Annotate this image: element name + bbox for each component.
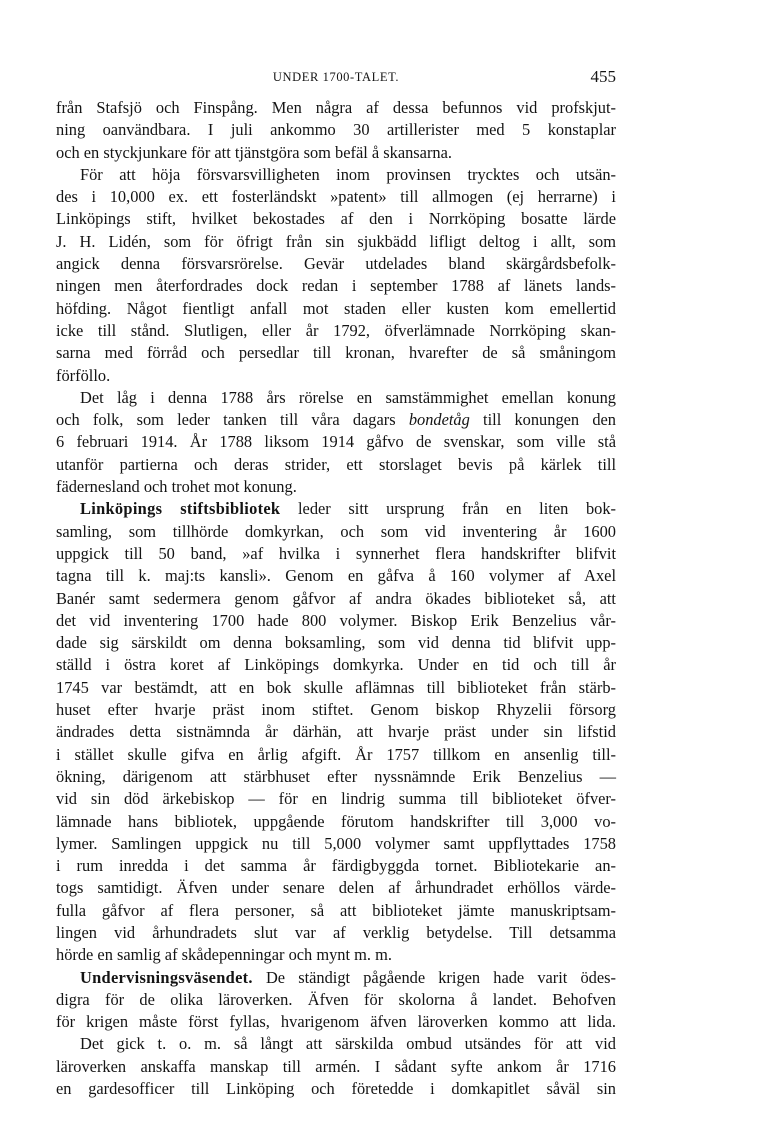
body-text: [56, 97, 616, 1100]
running-head: UNDER 1700-TALET.: [272, 70, 400, 84]
page-header: [56, 67, 616, 92]
text-line: från Stafsjö och Finspång. Men några af dessa befunnos vid profskjut-: [56, 98, 616, 117]
text-fragment: leder sitt ursprung från en liten bok-: [280, 499, 616, 519]
text-line: ändrades detta sistnämnda år därhän, att hvarje präst under sin lifstid: [56, 722, 616, 742]
section-heading: Linköpings stiftsbibliotek: [80, 499, 281, 519]
text-line: läroverken anskaffa manskap till armén. I sådant syfte ankom år 1716: [56, 1056, 616, 1076]
text-line: i stället skulle gifva en årlig afgift. År 1757 tillkom en ansenlig till-: [56, 744, 616, 764]
text-line: höfding. Något fientligt anfall mot staden eller kusten kom emellertid: [56, 298, 616, 318]
paragraph-stiftsbibliotek: [56, 498, 616, 966]
text-line: [56, 409, 616, 431]
text-line: Banér samt sedermera genom gåfvor af andra ökades biblioteket så, att: [56, 588, 616, 608]
text-line: J. H. Lidén, som för öfrigt från sin sjukbädd lifligt deltog i allt, som: [56, 231, 616, 251]
text-line: ställd i östra koret af Linköpings domkyrka. Under en tid och till år: [56, 655, 616, 675]
text-line: [56, 967, 616, 989]
text-line: lämnade hans bibliotek, uppgående förutom handskrifter till 3,000 vo-: [56, 811, 616, 831]
text-line: samling, som tillhörde domkyrkan, och som vid inventering år 1600: [56, 521, 616, 541]
text-line: Linköpings stift, hvilket bekostades af den i Norrköping bosatte lärde: [56, 209, 616, 229]
paragraph: [56, 164, 616, 387]
text-line: ning oanvändbara. I juli ankommo 30 artillerister med 5 konstaplar: [56, 120, 616, 140]
text-line: det vid inventering 1700 hade 800 volymer. Biskop Erik Benzelius vår-: [56, 610, 616, 630]
text-fragment: till konungen den: [469, 410, 616, 430]
text-line: togs samtidigt. Äfven under senare delen af århundradet erhöllos värde-: [56, 878, 616, 898]
text-line: en gardesofficer till Linköping och företedde i domkapitlet såväl sin: [56, 1079, 616, 1099]
text-line: ökning, därigenom att stärbhuset efter nyssnämnde Erik Benzelius —: [56, 766, 616, 786]
text-line: [56, 498, 616, 520]
text-line: vid sin död ärkebiskop — för en lindrig summa till biblioteket öfver-: [56, 789, 616, 809]
text-line: ningen men återfordrades dock redan i september 1788 af länets lands-: [56, 276, 616, 296]
text-line: utanför partierna och deras strider, ett storslaget bevis på kärlek till: [56, 454, 616, 474]
text-line: digra för de olika läroverken. Äfven för skolorna å landet. Behofven: [56, 989, 616, 1009]
text-line: lingen vid århundradets slut var af verklig betydelse. Till detsamma: [56, 922, 616, 942]
text-line: för krigen måste först fyllas, hvarigenom äfven läroverken kommo att lida.: [56, 1012, 616, 1032]
text-line: des i 10,000 ex. ett fosterländskt »patent» till allmogen (ej herrarne) i: [56, 187, 616, 207]
text-line: För att höja försvarsvilligheten inom provinsen trycktes och utsän-: [80, 164, 616, 184]
text-line: i rum inredda i det samma år färdigbyggda tornet. Bibliotekarie an-: [56, 856, 616, 876]
text-line: sarna med förråd och persedlar till kronan, hvarefter de så småningom: [56, 343, 616, 363]
text-fragment: De ständigt pågående krigen hade varit ödes-: [252, 967, 616, 987]
section-heading: Undervisningsväsendet.: [80, 967, 253, 987]
italic-term: bondetåg: [408, 410, 470, 430]
text-line: 1745 var bestämdt, att en bok skulle aflämnas till biblioteket från stärb-: [56, 677, 616, 697]
text-line: uppgick till 50 band, »af hvilka i synnerhet flera handskrifter blifvit: [56, 543, 616, 563]
paragraph: [56, 97, 616, 164]
text-line: 6 februari 1914. År 1788 liksom 1914 gåfvo de svenskar, som ville stå: [56, 432, 616, 452]
text-line: fädernesland och trohet mot konung.: [56, 477, 297, 497]
text-line: Det låg i denna 1788 års rörelse en samstämmighet emellan konung: [80, 387, 616, 407]
text-line: dade sig särskildt om denna boksamling, som vid denna tid blifvit upp-: [56, 633, 616, 653]
paragraph: [56, 387, 616, 498]
page-number: 455: [590, 67, 616, 86]
text-line: lymer. Samlingen uppgick nu till 5,000 volymer samt uppflyttades 1758: [56, 833, 616, 853]
text-line: och en styckjunkare för att tjänstgöra som befäl å skansarna.: [56, 142, 452, 162]
paragraph-undervisningsvasendet: [56, 967, 616, 1034]
text-fragment: och folk, som leder tanken till våra dagars: [56, 410, 409, 430]
text-line: huset efter hvarje präst inom stiftet. Genom biskop Rhyzelii försorg: [56, 700, 616, 720]
text-line: tagna till k. maj:ts kansli». Genom en gåfva å 160 volymer af Axel: [56, 566, 616, 586]
text-line: Det gick t. o. m. så långt att särskilda ombud utsändes för att vid: [80, 1034, 616, 1054]
paragraph: [56, 1033, 616, 1100]
text-line: hörde en samlig af skådepenningar och mynt m. m.: [56, 945, 392, 965]
text-line: fulla gåfvor af flera personer, så att biblioteket jämte manuskriptsam-: [56, 900, 616, 920]
text-line: icke till stånd. Slutligen, eller år 1792, öfverlämnade Norrköping skan-: [56, 320, 616, 340]
text-line: angick denna försvarsrörelse. Gevär utdelades bland skärgårdsbefolk-: [56, 254, 616, 274]
text-line: förföllo.: [56, 365, 111, 385]
